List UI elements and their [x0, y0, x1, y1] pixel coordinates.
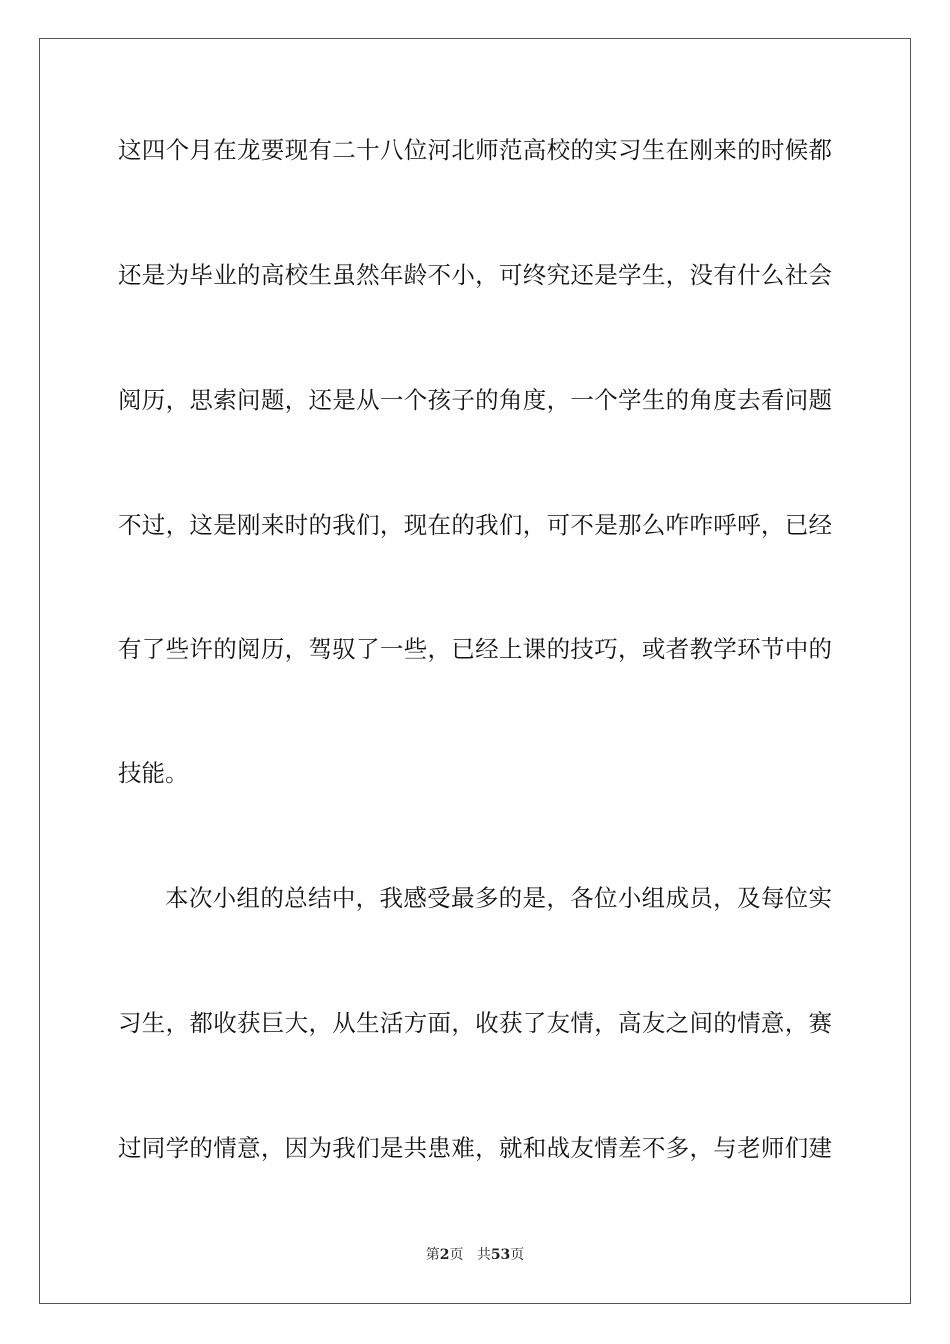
body-line-2: 还是为毕业的高校生虽然年龄不小，可终究还是学生，没有什么社会 [118, 261, 832, 289]
footer-page-prefix: 第 [425, 1247, 440, 1263]
body-line-8: 习生，都收获巨大，从生活方面，收获了友情，高友之间的情意，赛 [118, 1009, 832, 1037]
footer-total-pages: 53 [490, 1247, 511, 1263]
page-border [39, 38, 911, 1304]
body-line-4: 不过，这是刚来时的我们，现在的我们，可不是那么咋咋呼呼，已经 [118, 511, 832, 539]
body-line-7: 本次小组的总结中，我感受最多的是，各位小组成员，及每位实 [165, 884, 832, 912]
body-line-6: 技能。 [118, 759, 189, 787]
body-line-1: 这四个月在龙要现有二十八位河北师范高校的实习生在刚来的时候都 [118, 136, 832, 164]
footer-total-prefix: 共 [476, 1247, 491, 1263]
footer-total-suffix: 页 [510, 1247, 525, 1263]
body-line-9: 过同学的情意，因为我们是共患难，就和战友情差不多，与老师们建 [118, 1134, 832, 1162]
footer-page-number: 2 [439, 1247, 450, 1263]
body-line-5: 有了些许的阅历，驾驭了一些，已经上课的技巧，或者教学环节中的 [118, 635, 832, 663]
footer-page-suffix: 页 [449, 1247, 464, 1263]
body-line-3: 阅历，思索问题，还是从一个孩子的角度，一个学生的角度去看问题 [118, 386, 832, 414]
page-footer [0, 1246, 950, 1264]
